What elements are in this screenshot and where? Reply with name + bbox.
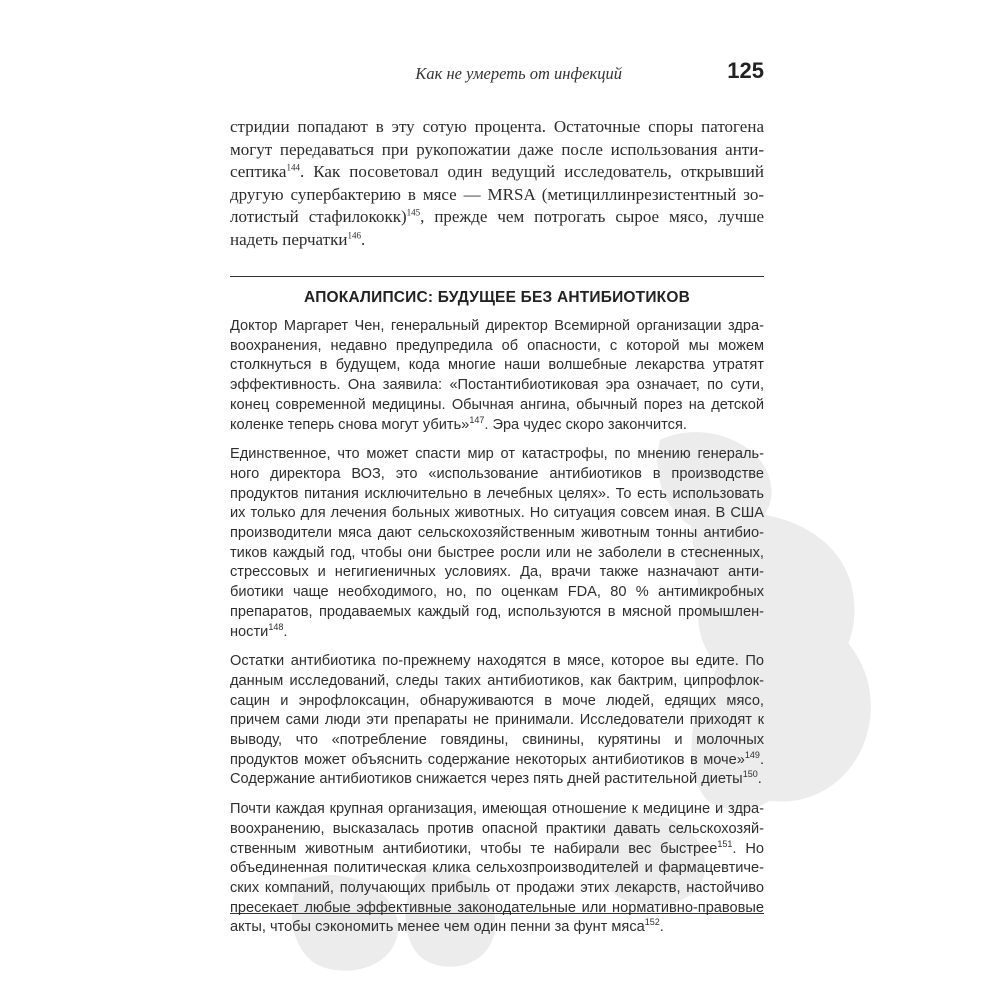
running-header [230, 56, 764, 90]
intro-text-4: . [360, 229, 366, 249]
sidebar-paragraph-4 [230, 800, 764, 938]
page-number: 125 [727, 58, 764, 83]
footnote-ref-151: 151 [717, 838, 733, 849]
sidebar-p4-text-a: Почти каждая крупная организация, имеющая отношение к медицине и здра-воохранению, высказалась против опасной практики давать сельскохозяй-ственным животным антибиотики, чтобы те набирали вес быстрее [230, 801, 764, 857]
footnote-ref-149: 149 [744, 749, 760, 760]
sidebar-p3-text-c: . [757, 771, 762, 788]
sidebar-box [230, 276, 765, 936]
sidebar-paragraph-2 [230, 445, 764, 642]
sidebar-p3-text-a: Остатки антибиотика по-прежнему находятся в мясе, которое вы едите. По данным исследований, следы таких антибиотиков, как бактрим, ципрофлок-сацин и энрофлоксацин, обнаруживаются в моче людей, едящих мясо, причем сами люди эти препараты не принимали. Исследователи приходят к выводу, что «потребление говядины, свинины, курятины и молочных продуктов может объяснить содержание некоторых антибиотиков в моче» [230, 653, 764, 768]
intro-text-3: , прежде чем потрогать сырое мясо, лучше надеть перчатки [230, 207, 764, 249]
intro-text-1: стридии попадают в эту сотую процента. Остаточные споры патогена могут передаваться при рукопожатии даже после использования анти-септика [230, 117, 764, 182]
sidebar-paragraph-3 [230, 652, 764, 790]
sidebar-paragraph-1 [230, 317, 764, 435]
sidebar-title: АПОКАЛИПСИС: БУДУЩЕЕ БЕЗ АНТИБИОТИКОВ [304, 289, 690, 306]
sidebar-p3-text-b: . Содержание антибиотиков снижается через пять дней растительной диеты [230, 751, 764, 788]
footnote-ref-146: 146 [347, 230, 361, 241]
sidebar-p1-text-a: Доктор Маргарет Чен, генеральный директор Всемирной организации здра-воохранения, недавно предупредила об опасности, с которой мы можем столкнуться в будущем, кода многие наши волшебные лекарства утратят эффективность. Она заявила: «Постантибиотиковая эра означает, по сути, конец современной медицины. Обычная ангина, обычный порез на детской коленке теперь снова могут убить» [230, 318, 764, 433]
footnote-ref-150: 150 [742, 769, 758, 780]
sidebar-p4-text-b: . Но объединенная политическая клика сельхозпроизводителей и фармацевтиче-ских компаний, получающих прибыль от продажи этих лекарств, настойчиво пресекает любые эффективные законодательные или нормативно-правовые акты, чтобы сэкономить менее чем один пенни за фунт мяса [230, 840, 765, 936]
running-title: Как не умереть от инфекций [415, 64, 622, 83]
footnote-ref-152: 152 [644, 917, 660, 928]
footnote-ref-144: 144 [286, 162, 300, 173]
intro-text-2: . Как посоветовал один ведущий исследователь, открывший другую супербактерию в мясе — MRSA (метициллинрезистентный зо-лотистый стафилококк) [230, 162, 764, 227]
sidebar-p2-text-b: . [283, 623, 288, 640]
footnote-ref-148: 148 [268, 621, 284, 632]
footnote-ref-147: 147 [469, 414, 485, 425]
sidebar-p1-text-b: . Эра чудес скоро закончится. [484, 416, 687, 433]
intro-paragraph [230, 116, 764, 252]
footnote-ref-145: 145 [406, 207, 421, 218]
sidebar-p4-text-c: . [659, 919, 664, 936]
sidebar-p2-text-a: Единственное, что может спасти мир от катастрофы, по мнению генераль-ного директора ВОЗ, это «использование антибиотиков в производстве продуктов питания исключительно в лечебных целях». То есть использовать их только для лечения больных животных. Но ситуация совсем иная. В США производители мяса дают сельскохозяйственным животным тонны антибио-тиков каждый год, чтобы они быстрее росли или не заболели в стесненных, стрессовых и негигиеничных условиях. Да, врачи также назначают анти-биотики чаще необходимого, но, по оценкам FDA, 80 % антимикробных препаратов, продаваемых каждый год, используются в мясной промышлен-ности [230, 446, 764, 640]
